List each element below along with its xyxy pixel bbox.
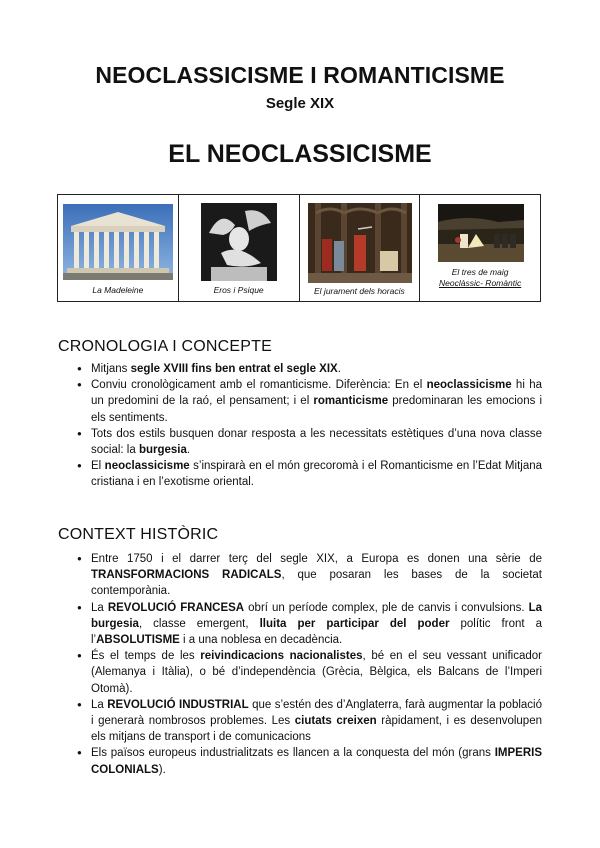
image-caption: El tres de maig [451, 267, 509, 277]
context-list [58, 551, 542, 778]
image-cell [58, 195, 179, 301]
list-item: ● Entre 1750 i el darrer terç del segle XIX, a Europa es donen una sèrie de TRANSFORMACIONS RADICALS, que posaran les bases de la societat contemporània. [58, 551, 542, 600]
cronologia-heading: CRONOLOGIA I CONCEPTE [58, 338, 273, 355]
image-caption: El jurament dels horacis [314, 286, 405, 296]
list-item: ● Els països europeus industrialitzats es llancen a la conquesta del món (grans IMPERIS COLONIALS). [58, 745, 542, 777]
list-item: ● Tots dos estils busquen donar resposta a les necessitats estètiques d’una nova classe social: la burgesia. [58, 426, 542, 458]
image-cell [420, 195, 540, 301]
subtitle: Segle XIX [265, 95, 335, 112]
list-item: ● La REVOLUCIÓ FRANCESA obrí un període complex, ple de canvis i convulsions. La burgesia, classe emergent, lluita per participar del poder polític front a l’ABSOLUTISME i a una noblesa en decadència. [58, 600, 542, 649]
main-title: NEOCLASSICISME I ROMANTICISME [95, 62, 505, 88]
list-item: ● És el temps de les reivindicacions nacionalistes, bé en el seu vessant unificador (Alemanya i Itàlia), o bé d’independència (Grècia, Bèlgica, els Balcans de l’Imperi Otomà). [58, 648, 542, 697]
image-cell [179, 195, 300, 301]
image-caption: La Madeleine [92, 285, 144, 295]
temple-image [63, 204, 173, 280]
list-item: ● El neoclassicisme s’inspirarà en el món grecoromà i el Romanticisme en l’Edat Mitjana cristiana i en l’exotisme oriental. [58, 458, 542, 490]
image-caption: Eros i Psique [213, 285, 264, 295]
painting-image [438, 204, 524, 262]
image-cell [300, 195, 421, 301]
context-heading: CONTEXT HISTÒRIC [58, 526, 219, 543]
sculpture-image [201, 203, 277, 281]
list-item: ● La REVOLUCIÓ INDUSTRIAL que s’estén des d’Anglaterra, farà augmentar la població i generarà nombrosos problemes. Les ciutats creixen ràpidament, i es desenvolupen els mitjans de transport i de comunicacions [58, 697, 542, 746]
section-title: EL NEOCLASSICISME [168, 140, 432, 168]
list-item: ● Mitjans segle XVIII fins ben entrat el segle XIX. [58, 361, 542, 377]
painting-image [308, 203, 412, 283]
cronologia-list [58, 361, 542, 491]
image-table [57, 194, 541, 302]
image-caption-style: Neoclàssic- Romàntic [439, 278, 522, 288]
list-item: ● Conviu cronològicament amb el romanticisme. Diferència: En el neoclassicisme hi ha un predomini de la raó, el pensament; i el romanticisme predominaran les emocions i els sentiments. [58, 377, 542, 426]
